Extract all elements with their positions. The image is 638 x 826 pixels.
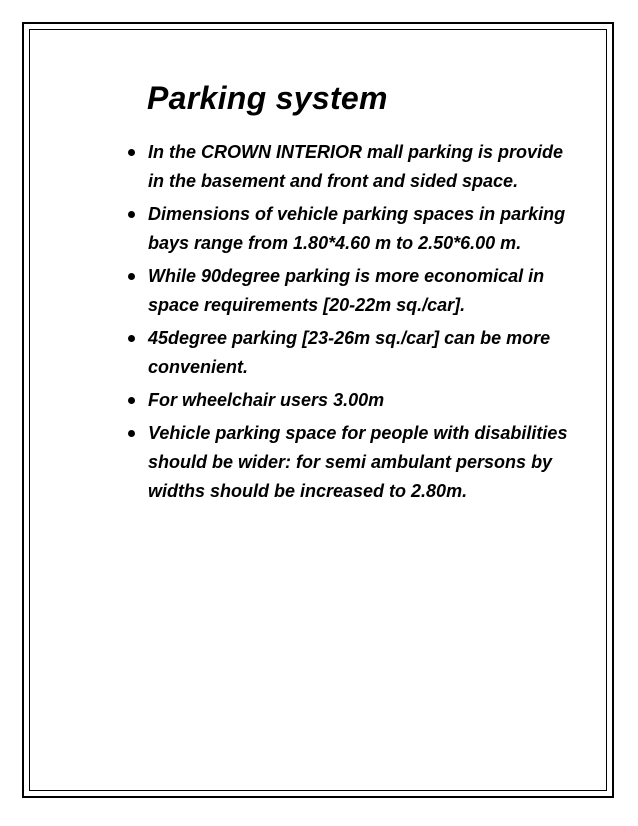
bullet-icon [128,397,135,404]
bullet-icon [128,273,135,280]
bullet-text: In the CROWN INTERIOR mall parking is provide in the basement and front and sided space. [148,142,564,191]
bullet-text: 45degree parking [23-26m sq./car] can be more convenient. [148,328,551,377]
bullet-icon [128,430,135,437]
bullet-item-45-degree [128,324,568,382]
bullet-item-mall-parking [128,138,568,196]
bullet-icon [128,335,135,342]
bullet-text: Vehicle parking space for people with disabilities should be wider: for semi ambulant persons by widths should be increased to 2.80m. [148,423,568,501]
bullet-text: Dimensions of vehicle parking spaces in parking bays range from 1.80*4.60 m to 2.50*6.00 m. [148,204,566,253]
bullet-item-dimensions [128,200,568,258]
bullet-item-disabilities [128,419,568,506]
bullet-item-90-degree [128,262,568,320]
bullet-text: For wheelchair users 3.00m [148,390,385,410]
bullet-text: While 90degree parking is more economical in space requirements [20-22m sq./car]. [148,266,545,315]
page-title: Parking system [147,80,388,116]
bullet-list [128,138,568,510]
bullet-icon [128,149,135,156]
bullet-icon [128,211,135,218]
bullet-item-wheelchair [128,386,568,415]
